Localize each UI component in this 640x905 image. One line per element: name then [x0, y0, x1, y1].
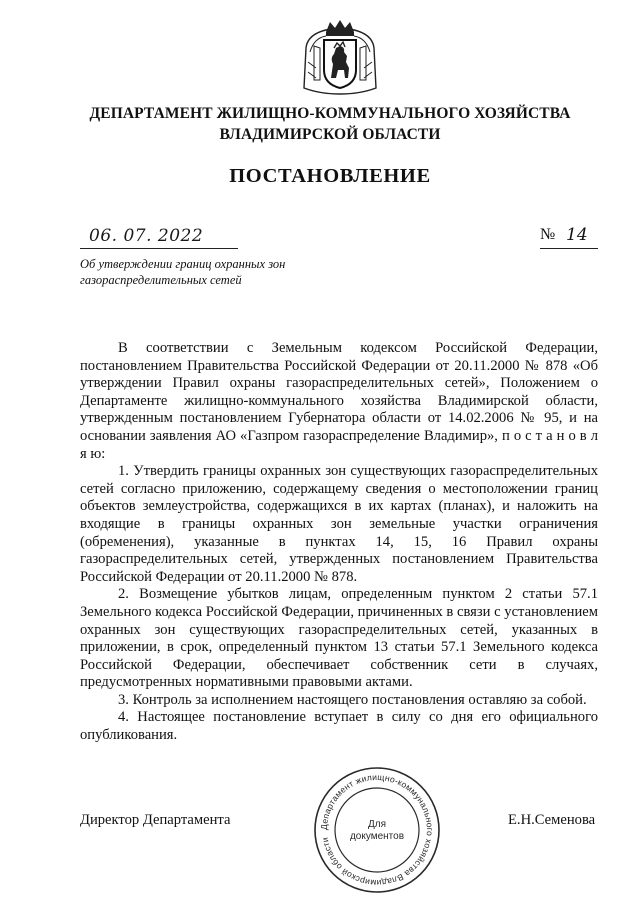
stamp-center-line2: документов [349, 831, 405, 842]
stamp-ring-text: Департамент жилищно-коммунального хозяйства Владимирской области [318, 771, 436, 889]
subject-line2: газораспределительных сетей [80, 273, 242, 287]
paragraph-item-3: 3. Контроль за исполнением настоящего постановления оставляю за собой. [118, 691, 587, 708]
subject [80, 256, 285, 288]
document-title: ПОСТАНОВЛЕНИЕ [229, 165, 431, 187]
date-field [80, 226, 238, 249]
coat-of-arms-icon [300, 18, 380, 96]
number-field [540, 226, 598, 249]
paragraph-item-4: 4. Настоящее постановление вступает в силу со дня его официального опубликования. [80, 709, 598, 744]
number-value: 14 [566, 225, 588, 245]
department-title-line2: ВЛАДИМИРСКОЙ ОБЛАСТИ [219, 126, 441, 143]
paragraph-preamble: В соответствии с Земельным кодексом Российской Федерации, постановлением Правительства Российской Федерации от 20.11.2000 № 878 «Об утверждении Правил охраны газораспределительных сетей», Положением о Департаменте жилищно-коммунального хозяйства Владимирской области, утвержденным постановлением Губернатора области от 14.02.2006 № 95, и на основании заявления АО «Газпром газораспределение Владимир», п о с т а н о в л я ю: [80, 340, 598, 462]
date-value: 06. 07. 2022 [89, 226, 204, 246]
department-title-line1: ДЕПАРТАМЕНТ ЖИЛИЩНО-КОММУНАЛЬНОГО ХОЗЯЙСТВА [89, 105, 571, 122]
official-stamp [312, 765, 442, 895]
paragraph-item-2: 2. Возмещение убытков лицам, определенным пунктом 2 статьи 57.1 Земельного кодекса Российской Федерации, причиненных в связи с установлением охранных зон существующих газораспределительных сетей, указанных в приложении, в срок, определенный пунктом 13 статьи 57.1 Земельного кодекса Российской Федерации, обеспечивает собственник сети в случаях, предусмотренных нормативными правовыми актами. [80, 586, 598, 691]
number-label: № [540, 226, 556, 243]
paragraph-item-1: 1. Утвердить границы охранных зон существующих газораспределительных сетей согласно приложению, содержащему сведения о местоположении границ объектов землеустройства, содержащихся в их картах (планах), и наложить на входящие в границы охранных зон земельные участки ограничения (обременения), указанные в пунктах 14, 15, 16 Правил охраны газораспределительных сетей, утвержденных постановлением Правительства Российской Федерации от 20.11.2000 № 878. [80, 463, 598, 585]
document-body [80, 340, 598, 745]
signatory-name: Е.Н.Семенова [508, 812, 596, 828]
stamp-center-line1: Для [367, 819, 387, 830]
subject-line1: Об утверждении границ охранных зон [80, 257, 286, 271]
signatory-position: Директор Департамента [80, 812, 231, 828]
